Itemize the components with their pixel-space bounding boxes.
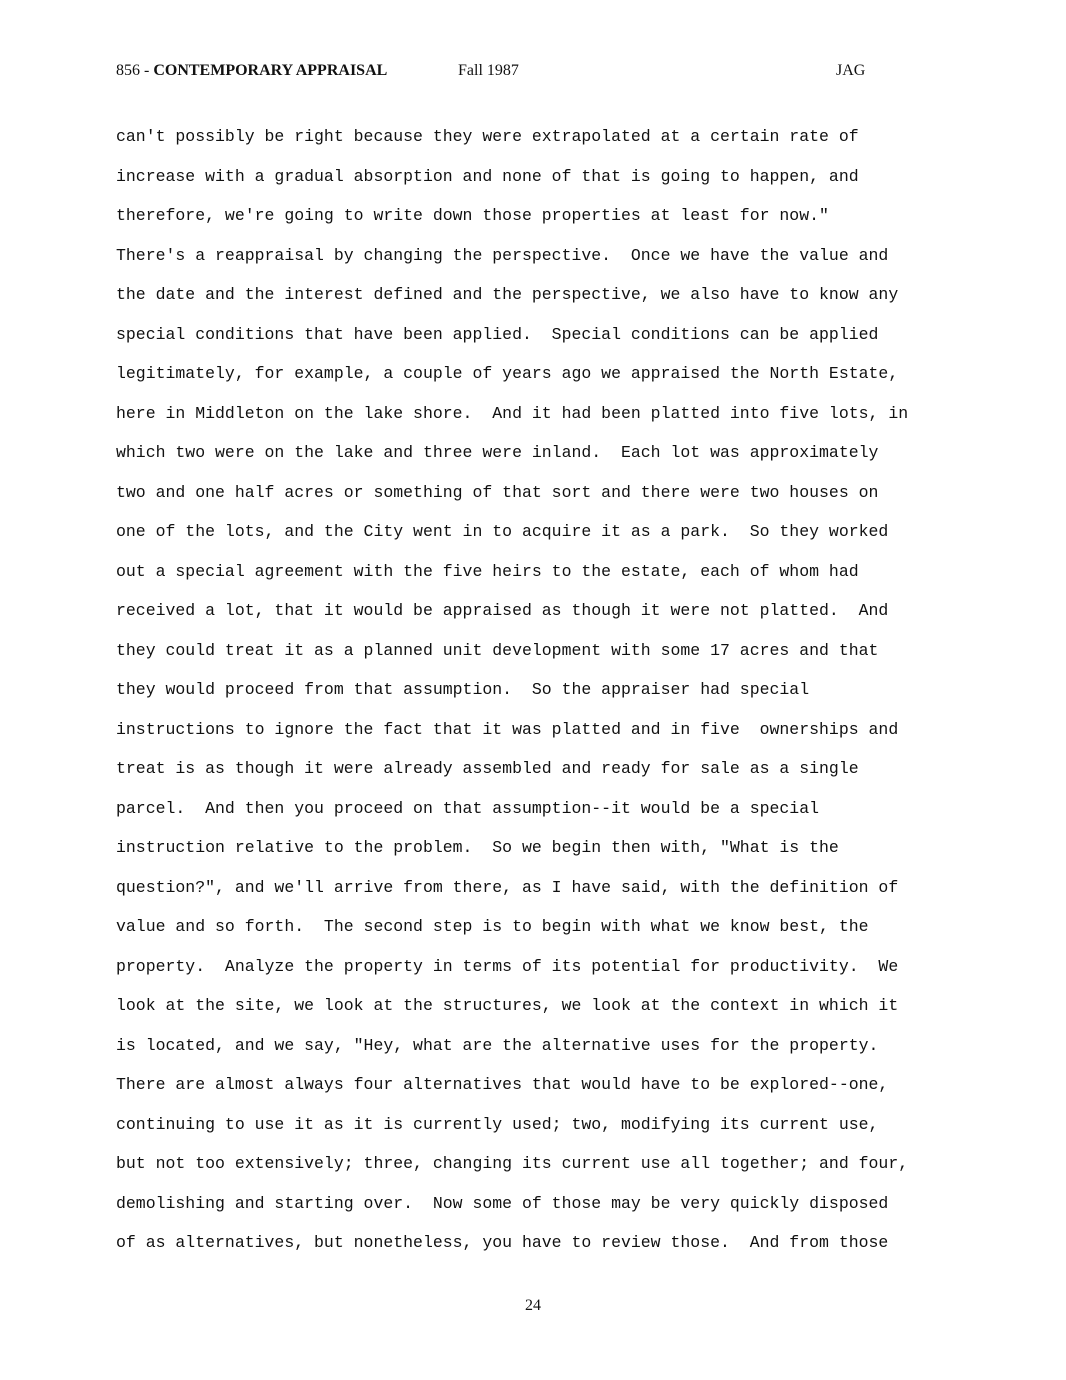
text-line: can't possibly be right because they were extrapolated at a certain rate of — [116, 127, 859, 146]
text-line: treat is as though it were already assembled and ready for sale as a single — [116, 759, 859, 778]
text-line: value and so forth. The second step is to begin with what we know best, the — [116, 917, 869, 936]
text-line: out a special agreement with the five heirs to the estate, each of whom had — [116, 561, 859, 581]
transcript-body — [116, 117, 1016, 1263]
text-line: continuing to use it as it is currently used; two, modifying its current use, — [116, 1114, 879, 1134]
page-number: 24 — [525, 1297, 541, 1314]
text-line: but not too extensively; three, changing its current use all together; and four, — [116, 1154, 909, 1173]
text-line: question?", and we'll arrive from there, as I have said, with the definition of — [116, 877, 899, 897]
course-number: 856 - — [116, 62, 154, 79]
course-title: CONTEMPORARY APPRAISAL — [153, 62, 388, 79]
text-line: legitimately, for example, a couple of years ago we appraised the North Estate, — [116, 364, 899, 383]
text-line: instruction relative to the problem. So we begin then with, "What is the — [116, 838, 839, 857]
text-line: There's a reappraisal by changing the perspective. Once we have the value and — [116, 245, 889, 265]
text-line: special conditions that have been applied. Special conditions can be applied — [116, 324, 879, 344]
text-line: property. Analyze the property in terms of its potential for productivity. We — [116, 956, 899, 976]
text-line: two and one half acres or something of that sort and there were two houses on — [116, 482, 879, 502]
text-line: demolishing and starting over. Now some of those may be very quickly disposed — [116, 1193, 889, 1213]
text-line: received a lot, that it would be appraised as though it were not platted. And — [116, 601, 889, 620]
text-line: increase with a gradual absorption and none of that is going to happen, and — [116, 166, 859, 186]
text-line: here in Middleton on the lake shore. And it had been platted into five lots, in — [116, 403, 909, 423]
term-label: Fall 1987 — [458, 62, 519, 79]
text-line: therefore, we're going to write down those properties at least for now." — [116, 206, 829, 225]
page-header — [116, 62, 876, 84]
text-line: of as alternatives, but nonetheless, you have to review those. And from those — [116, 1233, 889, 1252]
text-line: is located, and we say, "Hey, what are the alternative uses for the property. — [116, 1035, 879, 1055]
text-line: they could treat it as a planned unit development with some 17 acres and that — [116, 640, 879, 660]
text-line: one of the lots, and the City went in to acquire it as a park. So they worked — [116, 522, 889, 541]
course-heading — [116, 62, 387, 80]
text-line: the date and the interest defined and the perspective, we also have to know any — [116, 285, 899, 304]
text-line: There are almost always four alternatives that would have to be explored--one, — [116, 1075, 889, 1094]
text-line: parcel. And then you proceed on that assumption--it would be a special — [116, 798, 820, 818]
text-line: they would proceed from that assumption. So the appraiser had special — [116, 680, 810, 699]
text-line: instructions to ignore the fact that it was platted and in five ownerships and — [116, 719, 899, 739]
text-line: look at the site, we look at the structures, we look at the context in which it — [116, 996, 899, 1015]
text-line: which two were on the lake and three were inland. Each lot was approximately — [116, 443, 879, 462]
author-initials: JAG — [836, 62, 866, 79]
